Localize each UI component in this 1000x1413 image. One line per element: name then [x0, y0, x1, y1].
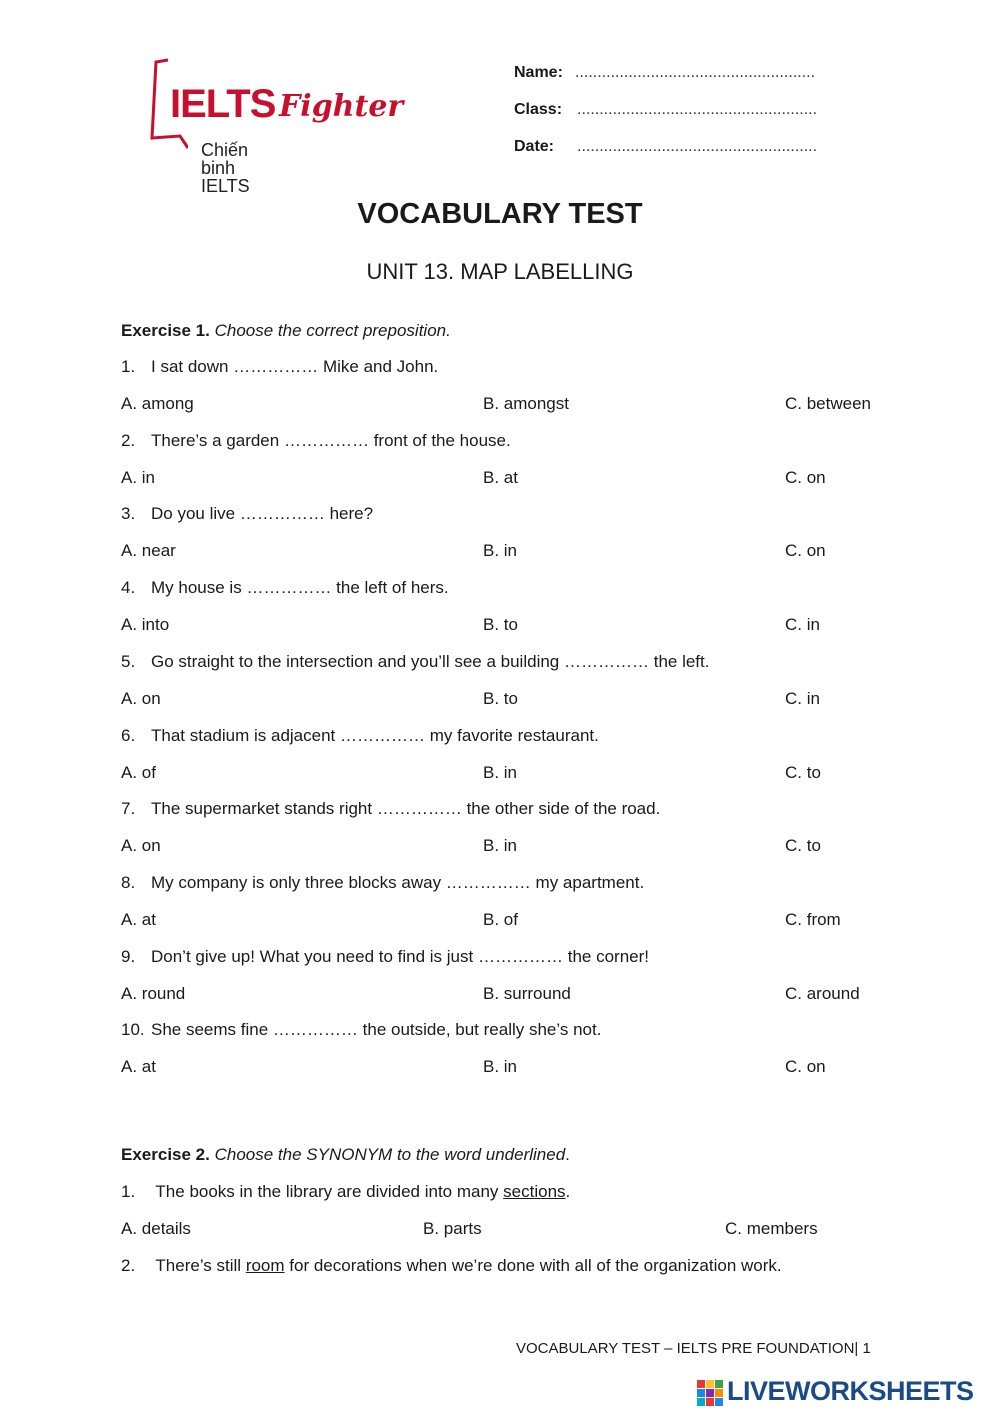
option-c[interactable]: C. members: [725, 1219, 818, 1238]
class-label: Class:: [514, 101, 563, 118]
answer-blank[interactable]: ……………: [445, 873, 531, 892]
question-text-before: Do you live: [151, 504, 236, 523]
underlined-word: room: [245, 1256, 285, 1275]
answer-blank[interactable]: ……………: [477, 947, 563, 966]
exercise1-instruction: Choose the correct preposition.: [214, 321, 451, 340]
date-field[interactable]: ......................................................: [577, 138, 818, 155]
option-a[interactable]: A. among: [121, 394, 194, 413]
question-text-before: My company is only three blocks away: [151, 873, 442, 892]
option-c[interactable]: C. on: [785, 468, 826, 487]
logo-main-text: IELTS: [170, 82, 276, 126]
exercise1-question-7: [121, 800, 660, 817]
option-b[interactable]: B. surround: [483, 984, 571, 1003]
answer-blank[interactable]: ……………: [376, 799, 462, 818]
question-text-before: Don’t give up! What you need to find is just: [151, 947, 474, 966]
exercise1-question-5: [121, 653, 709, 670]
question-text-before: That stadium is adjacent: [151, 726, 336, 745]
option-a[interactable]: A. in: [121, 468, 156, 487]
option-c[interactable]: C. from: [785, 910, 841, 929]
question-text-after: Mike and John.: [322, 357, 439, 376]
option-a[interactable]: A. into: [121, 615, 170, 634]
exercise2-period: .: [565, 1145, 570, 1164]
answer-blank[interactable]: ……………: [233, 357, 319, 376]
question-number: 2.: [121, 1256, 136, 1275]
exercise2-label: Exercise 2.: [121, 1145, 210, 1164]
answer-blank[interactable]: ……………: [563, 652, 649, 671]
option-b[interactable]: B. of: [483, 910, 518, 929]
option-c[interactable]: C. between: [785, 394, 871, 413]
question-number: 2.: [121, 431, 136, 450]
question-text-before: She seems fine: [151, 1020, 269, 1039]
answer-blank[interactable]: ……………: [239, 504, 325, 523]
question-number: 6.: [121, 726, 136, 745]
option-b[interactable]: B. amongst: [483, 394, 569, 413]
exercise1-question-6: [121, 727, 599, 744]
question-text-before: There’s a garden: [151, 431, 280, 450]
date-label: Date:: [514, 138, 555, 155]
question-text-before: The supermarket stands right: [151, 799, 373, 818]
exercise2-heading: [121, 1146, 570, 1163]
exercise2-question-2: [121, 1257, 782, 1274]
question-text-before: The books in the library are divided into many: [155, 1182, 499, 1201]
name-field[interactable]: ......................................................: [575, 64, 816, 81]
exercise1-question-4: [121, 579, 449, 596]
option-a[interactable]: A. round: [121, 984, 186, 1003]
option-a[interactable]: A. on: [121, 836, 161, 855]
answer-blank[interactable]: ……………: [272, 1020, 358, 1039]
question-text-before: I sat down: [151, 357, 229, 376]
underlined-word: sections: [503, 1182, 566, 1201]
answer-blank[interactable]: ……………: [283, 431, 369, 450]
exercise2-instruction: Choose the SYNONYM to the word underlined: [214, 1145, 566, 1164]
question-text-after: the left.: [653, 652, 710, 671]
question-number: 10.: [121, 1020, 145, 1039]
question-text-after: my favorite restaurant.: [429, 726, 599, 745]
question-number: 1.: [121, 1182, 136, 1201]
option-b[interactable]: B. to: [483, 615, 518, 634]
option-c[interactable]: C. on: [785, 1057, 826, 1076]
exercise1-question-10: [121, 1021, 601, 1038]
exercise1-question-2: [121, 432, 511, 449]
option-a[interactable]: A. at: [121, 1057, 156, 1076]
option-a[interactable]: A. near: [121, 541, 176, 560]
question-number: 7.: [121, 799, 136, 818]
option-a[interactable]: A. of: [121, 763, 156, 782]
option-b[interactable]: B. in: [483, 836, 518, 855]
option-b[interactable]: B. in: [483, 1057, 518, 1076]
page-footer: VOCABULARY TEST – IELTS PRE FOUNDATION| 1: [516, 1340, 871, 1357]
question-text-after: for decorations when we’re done with all of the organization work.: [289, 1256, 782, 1275]
question-text-before: Go straight to the intersection and you’ll see a building: [151, 652, 560, 671]
class-field[interactable]: ......................................................: [577, 101, 818, 118]
logo-script-text: Fighter: [279, 89, 404, 124]
page-subtitle: UNIT 13. MAP LABELLING: [366, 259, 634, 284]
question-number: 5.: [121, 652, 136, 671]
option-b[interactable]: B. at: [483, 468, 518, 487]
page-title: VOCABULARY TEST: [357, 198, 643, 230]
question-text-after: the other side of the road.: [466, 799, 661, 818]
logo-subtitle: Chiến binh IELTS: [201, 140, 250, 196]
liveworksheets-watermark: LIVEWORKSHEETS: [727, 1376, 974, 1406]
exercise2-question-1: [121, 1183, 570, 1200]
option-c[interactable]: C. around: [785, 984, 860, 1003]
answer-blank[interactable]: ……………: [340, 726, 425, 745]
question-number: 4.: [121, 578, 136, 597]
exercise1-question-1: [121, 358, 438, 375]
question-text-before: There’s still: [155, 1256, 242, 1275]
question-text-after: front of the house.: [373, 431, 511, 450]
question-text-after: .: [565, 1182, 571, 1201]
option-b[interactable]: B. parts: [423, 1219, 482, 1238]
question-text-after: the left of hers.: [336, 578, 449, 597]
liveworksheets-logo-icon: [697, 1380, 723, 1406]
exercise1-question-8: [121, 874, 644, 891]
name-label: Name:: [514, 64, 563, 81]
question-number: 1.: [121, 357, 136, 376]
option-a[interactable]: A. on: [121, 689, 161, 708]
option-b[interactable]: B. to: [483, 689, 518, 708]
option-c[interactable]: C. on: [785, 541, 826, 560]
option-b[interactable]: B. in: [483, 763, 518, 782]
option-a[interactable]: A. at: [121, 910, 156, 929]
answer-blank[interactable]: ……………: [246, 578, 332, 597]
question-text-after: the corner!: [567, 947, 649, 966]
option-c[interactable]: C. in: [785, 689, 820, 708]
option-b[interactable]: B. in: [483, 541, 518, 560]
option-c[interactable]: C. to: [785, 836, 821, 855]
question-number: 8.: [121, 873, 136, 892]
question-text-after: the outside, but really she’s not.: [362, 1020, 602, 1039]
option-c[interactable]: C. to: [785, 763, 821, 782]
question-text-after: here?: [329, 504, 374, 523]
question-number: 9.: [121, 947, 136, 966]
exercise1-question-3: [121, 505, 373, 522]
question-text-after: my apartment.: [535, 873, 645, 892]
question-number: 3.: [121, 504, 136, 523]
exercise1-label: Exercise 1.: [121, 321, 210, 340]
question-text-before: My house is: [151, 578, 242, 597]
exercise1-question-9: [121, 948, 649, 965]
option-c[interactable]: C. in: [785, 615, 820, 634]
option-a[interactable]: A. details: [121, 1219, 191, 1238]
exercise1-heading: [121, 322, 451, 339]
